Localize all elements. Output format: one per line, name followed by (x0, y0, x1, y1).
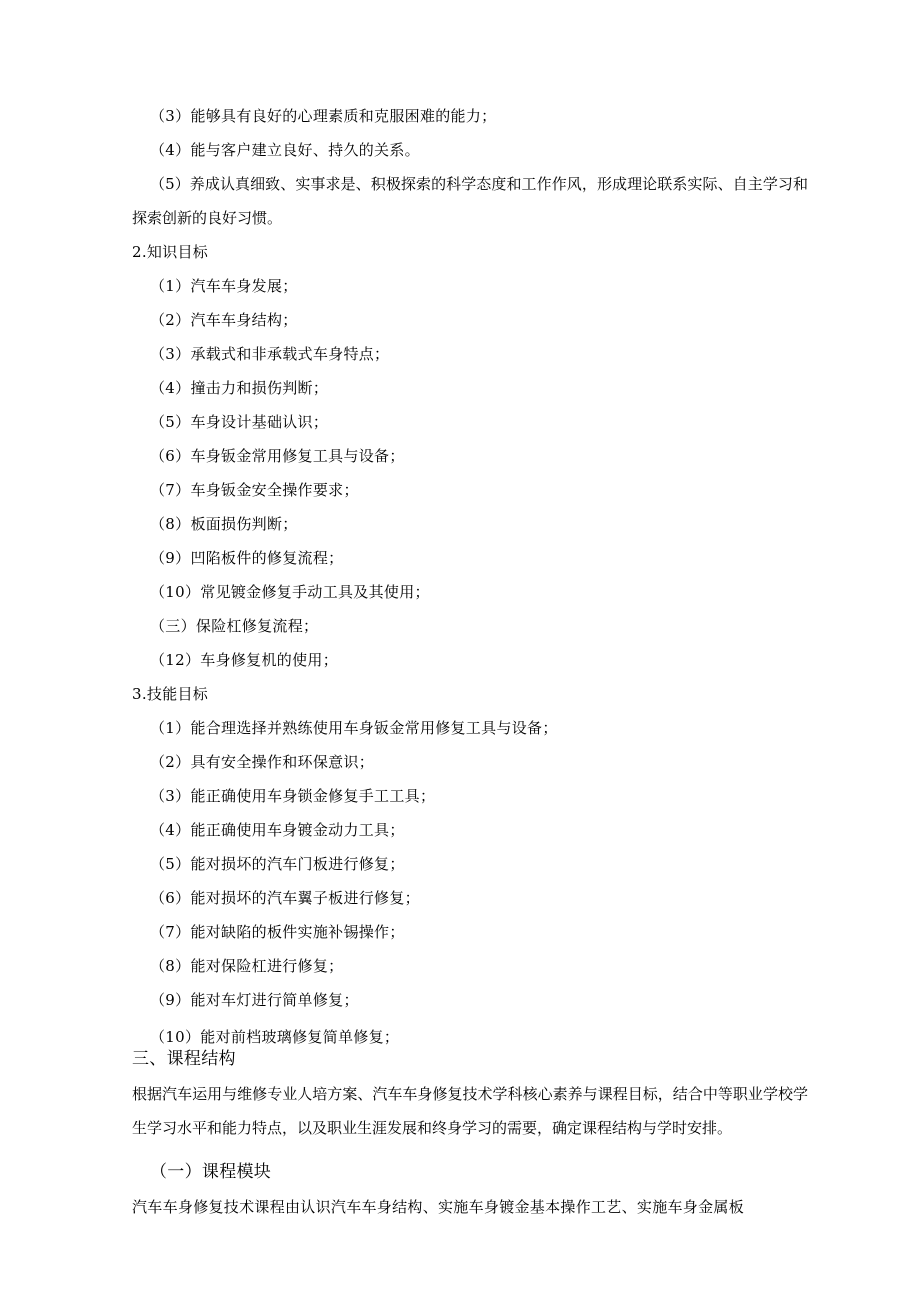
skills-item: （4）能正确使用车身镀金动力工具； (150, 821, 405, 839)
knowledge-item: （1）汽车车身发展； (150, 277, 298, 295)
knowledge-item: （9）凹陷板件的修复流程； (150, 549, 344, 567)
skills-item: （3）能正确使用车身锁金修复手工工具； (150, 787, 436, 805)
course-structure-paragraph: 根据汽车运用与维修专业人培方案、汽车车身修复技术学科核心素养与课程目标，结合中等职业学校学生学习水平和能力特点，以及职业生涯发展和终身学习的需要，确定课程结构与学时安排。 (132, 1085, 808, 1137)
knowledge-heading: 2.知识目标 (132, 243, 209, 261)
knowledge-item: （12）车身修复机的使用； (150, 651, 338, 669)
skills-item: （10）能对前档玻璃修复简单修复； (150, 1028, 400, 1046)
attitude-item-4: （4）能与客户建立良好、持久的关系。 (150, 141, 420, 159)
skills-item: （1）能合理选择并熟练使用车身钣金常用修复工具与设备； (150, 719, 558, 737)
knowledge-item: （三）保险杠修复流程； (150, 617, 319, 635)
knowledge-item: （3）承载式和非承载式车身特点； (150, 345, 390, 363)
skills-item: （7）能对缺陷的板件实施补锡操作； (150, 923, 405, 941)
skills-item: （8）能对保险杠进行修复； (150, 957, 344, 975)
course-module-heading: （一）课程模块 (150, 1162, 272, 1182)
skills-item: （6）能对损坏的汽车翼子板进行修复； (150, 889, 420, 907)
knowledge-item: （4）撞击力和损伤判断； (150, 379, 329, 397)
course-structure-heading: 三、课程结构 (132, 1049, 236, 1069)
knowledge-item: （10）常见镀金修复手动工具及其使用； (150, 583, 430, 601)
course-module-paragraph: 汽车车身修复技术课程由认识汽车车身结构、实施车身镀金基本操作工艺、实施车身金属板 (132, 1198, 745, 1216)
skills-item: （5）能对损坏的汽车门板进行修复； (150, 855, 405, 873)
skills-item: （2）具有安全操作和环保意识； (150, 753, 375, 771)
knowledge-item: （5）车身设计基础认识； (150, 413, 329, 431)
knowledge-item: （6）车身钣金常用修复工具与设备； (150, 447, 405, 465)
skills-heading: 3.技能目标 (132, 685, 209, 703)
knowledge-item: （7）车身钣金安全操作要求； (150, 481, 359, 499)
knowledge-item: （2）汽车车身结构； (150, 311, 298, 329)
attitude-item-3: （3）能够具有良好的心理素质和克服困难的能力； (150, 107, 497, 125)
attitude-item-5: （5）养成认真细致、实事求是、积极探索的科学态度和工作作风，形成理论联系实际、自主学习和探索创新的良好习惯。 (132, 175, 808, 227)
knowledge-item: （8）板面损伤判断； (150, 515, 298, 533)
skills-item: （9）能对车灯进行简单修复； (150, 991, 359, 1009)
